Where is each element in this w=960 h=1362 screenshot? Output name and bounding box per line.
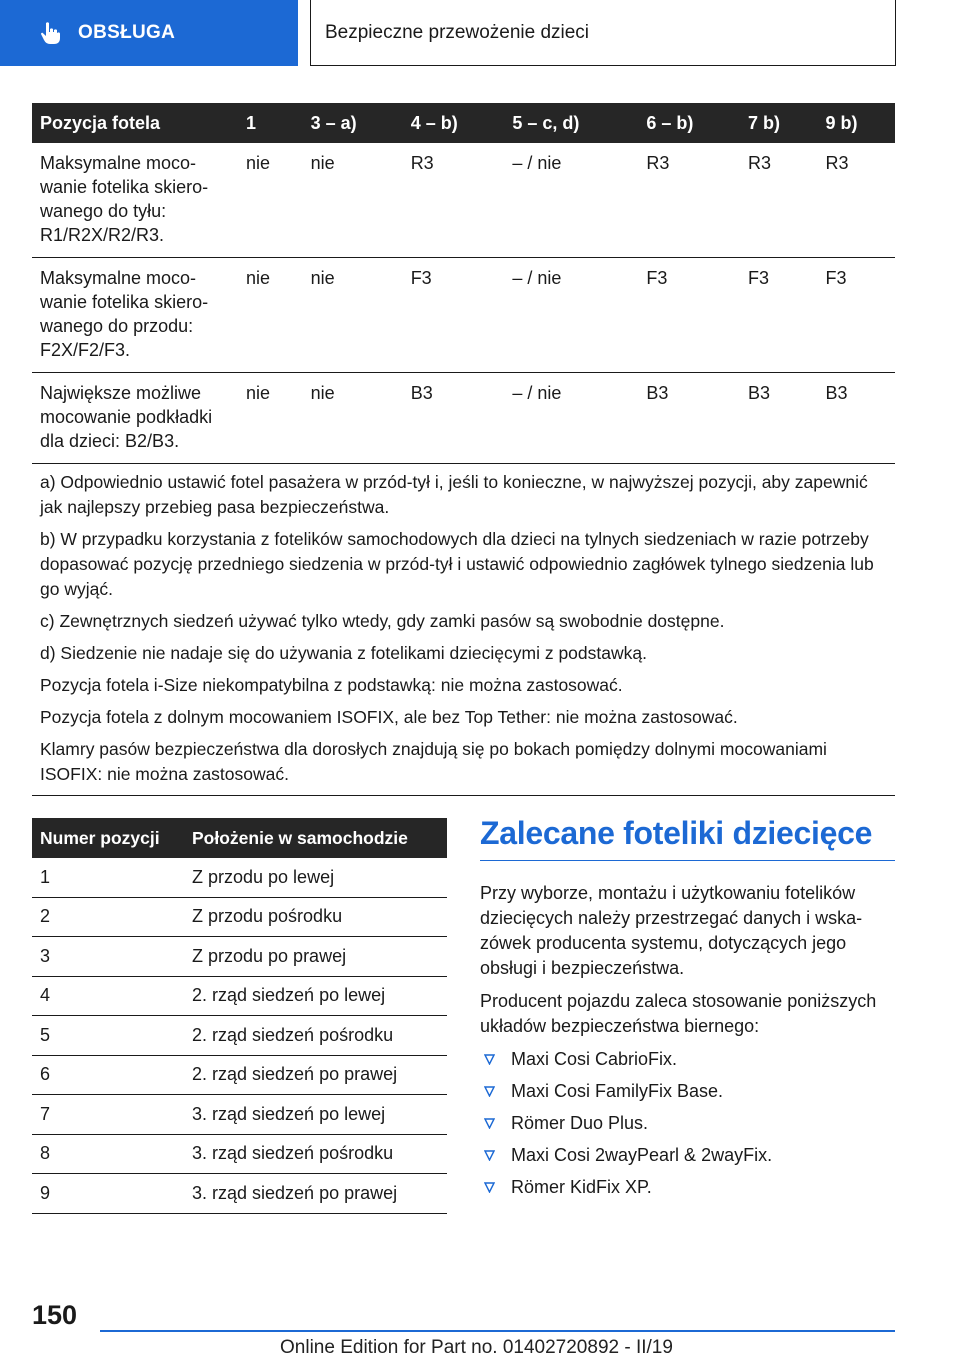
table-cell: F3 <box>403 258 505 373</box>
table-header-row <box>32 818 447 858</box>
table-row <box>32 937 447 977</box>
table-row <box>32 1134 447 1174</box>
page-header-title: Bezpieczne przewożenie dzieci <box>310 0 896 66</box>
footer-divider <box>100 1330 895 1332</box>
table-cell: nie <box>238 143 303 258</box>
list-item-label: Maxi Cosi 2wayPearl & 2wayFix. <box>511 1145 773 1165</box>
table-row <box>32 1055 447 1095</box>
table-cell: nie <box>238 258 303 373</box>
table-cell: Z przodu pośrodku <box>184 897 447 937</box>
table-cell: 3 <box>32 937 184 977</box>
table-cell: 3. rząd siedzeń po lewej <box>184 1095 447 1135</box>
triangle-bullet-icon <box>484 1118 495 1129</box>
note-paragraph: c) Zewnętrznych siedzeń używać tylko wtedy, gdy zamki pasów są swobodnie dostępne. <box>40 611 725 631</box>
seat-position-table <box>32 103 895 464</box>
table-cell: F3 <box>740 258 817 373</box>
table-cell: B3 <box>817 373 895 464</box>
column-header: Położenie w samochodzie <box>184 818 447 858</box>
table-cell: – / nie <box>504 143 638 258</box>
list-item <box>480 1079 895 1104</box>
table-cell: 8 <box>32 1134 184 1174</box>
table-row <box>32 258 895 373</box>
table-cell: 3. rząd siedzeń po prawej <box>184 1174 447 1214</box>
table-cell: B3 <box>740 373 817 464</box>
note-paragraph: Klamry pasów bezpieczeństwa dla dorosłych znajdują się po bokach pomiędzy dolnymi mocowaniami ISOFIX: nie można zastosować. <box>40 739 827 784</box>
divider <box>32 795 895 796</box>
triangle-bullet-icon <box>484 1054 495 1065</box>
table-cell: nie <box>303 143 403 258</box>
table-cell: R3 <box>740 143 817 258</box>
list-item-label: Römer KidFix XP. <box>511 1177 652 1197</box>
list-item <box>480 1143 895 1168</box>
table-cell: nie <box>238 373 303 464</box>
table-cell: Największe możliwe mocowanie podkładki dla dzieci: B2/B3. <box>32 373 238 464</box>
table-cell: 2. rząd siedzeń po lewej <box>184 976 447 1016</box>
triangle-bullet-icon <box>484 1150 495 1161</box>
table-cell: Z przodu po prawej <box>184 937 447 977</box>
table-cell: nie <box>303 258 403 373</box>
table-cell: B3 <box>638 373 740 464</box>
table-cell: 2. rząd siedzeń pośrodku <box>184 1016 447 1056</box>
table-cell: – / nie <box>504 373 638 464</box>
section-heading: Zalecane foteliki dziecięce <box>480 815 895 861</box>
column-header: Pozycja fotela <box>32 103 238 143</box>
table-cell: 1 <box>32 858 184 897</box>
triangle-bullet-icon <box>484 1086 495 1097</box>
table-row <box>32 858 447 897</box>
note-paragraph: a) Odpowiednio ustawić fotel pasażera w przód-tył i, jeśli to konieczne, w najwyższej pozycji, aby zapewnić jak najlepszy przebieg pasa bezpieczeństwa. <box>40 472 868 517</box>
table-cell: 2. rząd siedzeń po prawej <box>184 1055 447 1095</box>
recommended-list <box>480 1047 895 1200</box>
list-item-label: Maxi Cosi FamilyFix Base. <box>511 1081 724 1101</box>
column-header: 7 b) <box>740 103 817 143</box>
table-cell: 9 <box>32 1174 184 1214</box>
table-cell: F3 <box>817 258 895 373</box>
table-cell: Maksymalne mocowanie fotelika skierowanego do tyłu: R1/R2X/R2/R3. <box>32 143 238 258</box>
note-paragraph: b) W przypadku korzystania z fotelików samochodowych dla dzieci na tylnych siedzeniach w razie potrzeby dopasować pozycję przedniego siedzenia w przód-tył i ustawić odpowiednio zagłówek tylnego siedzenia lub go wyjąć. <box>40 529 874 599</box>
column-header: 5 – c, d) <box>504 103 638 143</box>
table-cell: – / nie <box>504 258 638 373</box>
table-row <box>32 143 895 258</box>
triangle-bullet-icon <box>484 1182 495 1193</box>
table-cell: R3 <box>817 143 895 258</box>
list-item <box>480 1047 895 1072</box>
edition-footer: Online Edition for Part no. 01402720892 - II/19 <box>280 1337 673 1358</box>
table-row <box>32 976 447 1016</box>
table-row <box>32 1016 447 1056</box>
column-header: 3 – a) <box>303 103 403 143</box>
lead-paragraph: Producent pojazdu zaleca stosowanie poniższych układów bezpieczeństwa biernego: <box>480 991 877 1036</box>
position-number-table <box>32 818 447 1214</box>
section-tab-label: OBSŁUGA <box>78 22 176 43</box>
table-cell: F3 <box>638 258 740 373</box>
list-item <box>480 1175 895 1200</box>
table-row <box>32 1174 447 1214</box>
table-row <box>32 373 895 464</box>
table-cell: R3 <box>638 143 740 258</box>
table-cell: nie <box>303 373 403 464</box>
column-header: 9 b) <box>817 103 895 143</box>
table-cell: R3 <box>403 143 505 258</box>
table-cell: B3 <box>403 373 505 464</box>
table-cell: 6 <box>32 1055 184 1095</box>
table-header-row <box>32 103 895 143</box>
list-item-label: Maxi Cosi CabrioFix. <box>511 1049 678 1069</box>
table-cell: 2 <box>32 897 184 937</box>
table-cell: Maksymalne mocowanie fotelika skierowanego do przodu: F2X/F2/F3. <box>32 258 238 373</box>
list-item <box>480 1111 895 1136</box>
hand-pointer-icon <box>40 21 62 45</box>
note-paragraph: Pozycja fotela i-Size niekompatybilna z podstawką: nie można zastosować. <box>40 675 623 695</box>
table-cell: 4 <box>32 976 184 1016</box>
section-tab[interactable] <box>0 0 298 66</box>
column-header: 4 – b) <box>403 103 505 143</box>
table-cell: 5 <box>32 1016 184 1056</box>
note-paragraph: Pozycja fotela z dolnym mocowaniem ISOFIX, ale bez Top Tether: nie można zastosować. <box>40 707 738 727</box>
note-paragraph: d) Siedzenie nie nadaje się do używania z fotelikami dziecięcymi z podstawką. <box>40 643 647 663</box>
table-row <box>32 897 447 937</box>
column-header: 6 – b) <box>638 103 740 143</box>
table-notes <box>40 470 890 794</box>
table-cell: 3. rząd siedzeń pośrodku <box>184 1134 447 1174</box>
recommended-seats-section <box>480 815 895 1207</box>
page-number: 150 <box>32 1300 78 1330</box>
table-cell: 7 <box>32 1095 184 1135</box>
table-cell: Z przodu po lewej <box>184 858 447 897</box>
table-row <box>32 1095 447 1135</box>
intro-paragraph: Przy wyborze, montażu i użytkowaniu fotelików dziecięcych należy przestrzegać danych i wskazówek producenta systemu, dotyczących jego obsługi i bezpieczeństwa. <box>480 883 863 978</box>
column-header: Numer pozycji <box>32 818 184 858</box>
list-item-label: Römer Duo Plus. <box>511 1113 649 1133</box>
column-header: 1 <box>238 103 303 143</box>
